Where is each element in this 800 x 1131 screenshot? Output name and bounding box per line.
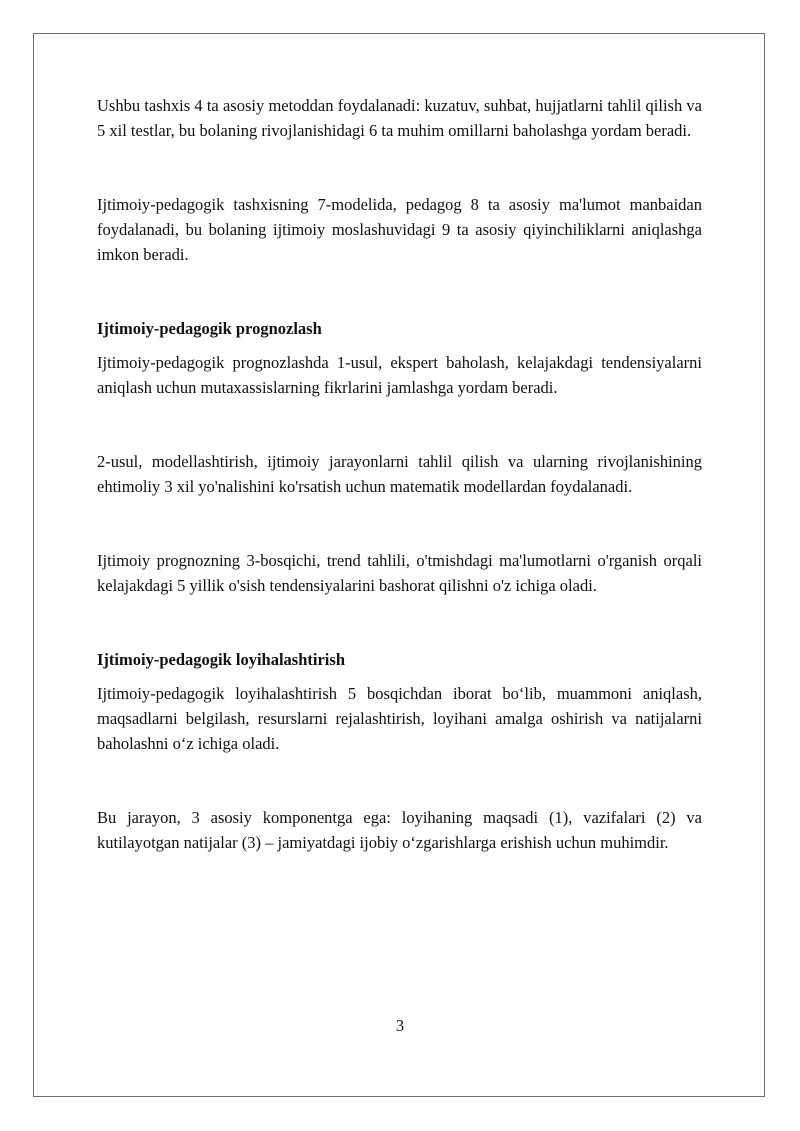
paragraph-prognosis-method-2: 2-usul, modellashtirish, ijtimoiy jarayonlarni tahlil qilish va ularning rivojlanishining ehtimoliy 3 xil yo'nalishini ko'rsatish uchun matematik modellardan foydalanadi. [97, 452, 702, 496]
paragraph-spacer [97, 267, 702, 316]
paragraph-prognosis-stage-3: Ijtimoiy prognozning 3-bosqichi, trend tahlili, o'tmishdagi ma'lumotlarni o'rganish orqali kelajakdagi 5 yillik o'sish tendensiyalarini bashorat qilishni o'z ichiga oladi. [97, 551, 702, 595]
page-number: 3 [395, 1016, 405, 1035]
paragraph-prognosis-method-1: Ijtimoiy-pedagogik prognozlashda 1-usul, ekspert baholash, kelajakdagi tendensiyalarni aniqlash uchun mutaxassislarning fikrlarini jamlashga yordam beradi. [97, 353, 702, 397]
page-content [97, 93, 702, 855]
paragraph-spacer [97, 143, 702, 192]
paragraph-diagnostics-model: Ijtimoiy-pedagogik tashxisning 7-modelida, pedagog 8 ta asosiy ma'lumot manbaidan foydalanadi, bu bolaning ijtimoiy moslashuvidagi 9 ta asosiy qiyinchiliklarni aniqlashga imkon beradi. [97, 195, 702, 264]
paragraph-spacer [97, 400, 702, 449]
paragraph-design-components: Bu jarayon, 3 asosiy komponentga ega: loyihaning maqsadi (1), vazifalari (2) va kutilayotgan natijalar (3) – jamiyatdagi ijobiy o‘zgarishlarga erishish uchun muhimdir. [97, 808, 702, 852]
paragraph-spacer [97, 499, 702, 548]
paragraph-design-stages: Ijtimoiy-pedagogik loyihalashtirish 5 bosqichdan iborat bo‘lib, muammoni aniqlash, maqsadlarni belgilash, resurslarni rejalashtirish, loyihani amalga oshirish va natijalarni baholashni o‘z ichiga oladi. [97, 684, 702, 753]
section-heading-prognosis: Ijtimoiy-pedagogik prognozlash [97, 319, 322, 338]
heading-spacer [97, 672, 702, 681]
paragraph-spacer [97, 598, 702, 647]
section-heading-design: Ijtimoiy-pedagogik loyihalashtirish [97, 650, 345, 669]
heading-spacer [97, 341, 702, 350]
paragraph-spacer [97, 756, 702, 805]
paragraph-diagnostics-methods: Ushbu tashxis 4 ta asosiy metoddan foydalanadi: kuzatuv, suhbat, hujjatlarni tahlil qilish va 5 xil testlar, bu bolaning rivojlanishidagi 6 ta muhim omillarni baholashga yordam beradi. [97, 96, 702, 140]
